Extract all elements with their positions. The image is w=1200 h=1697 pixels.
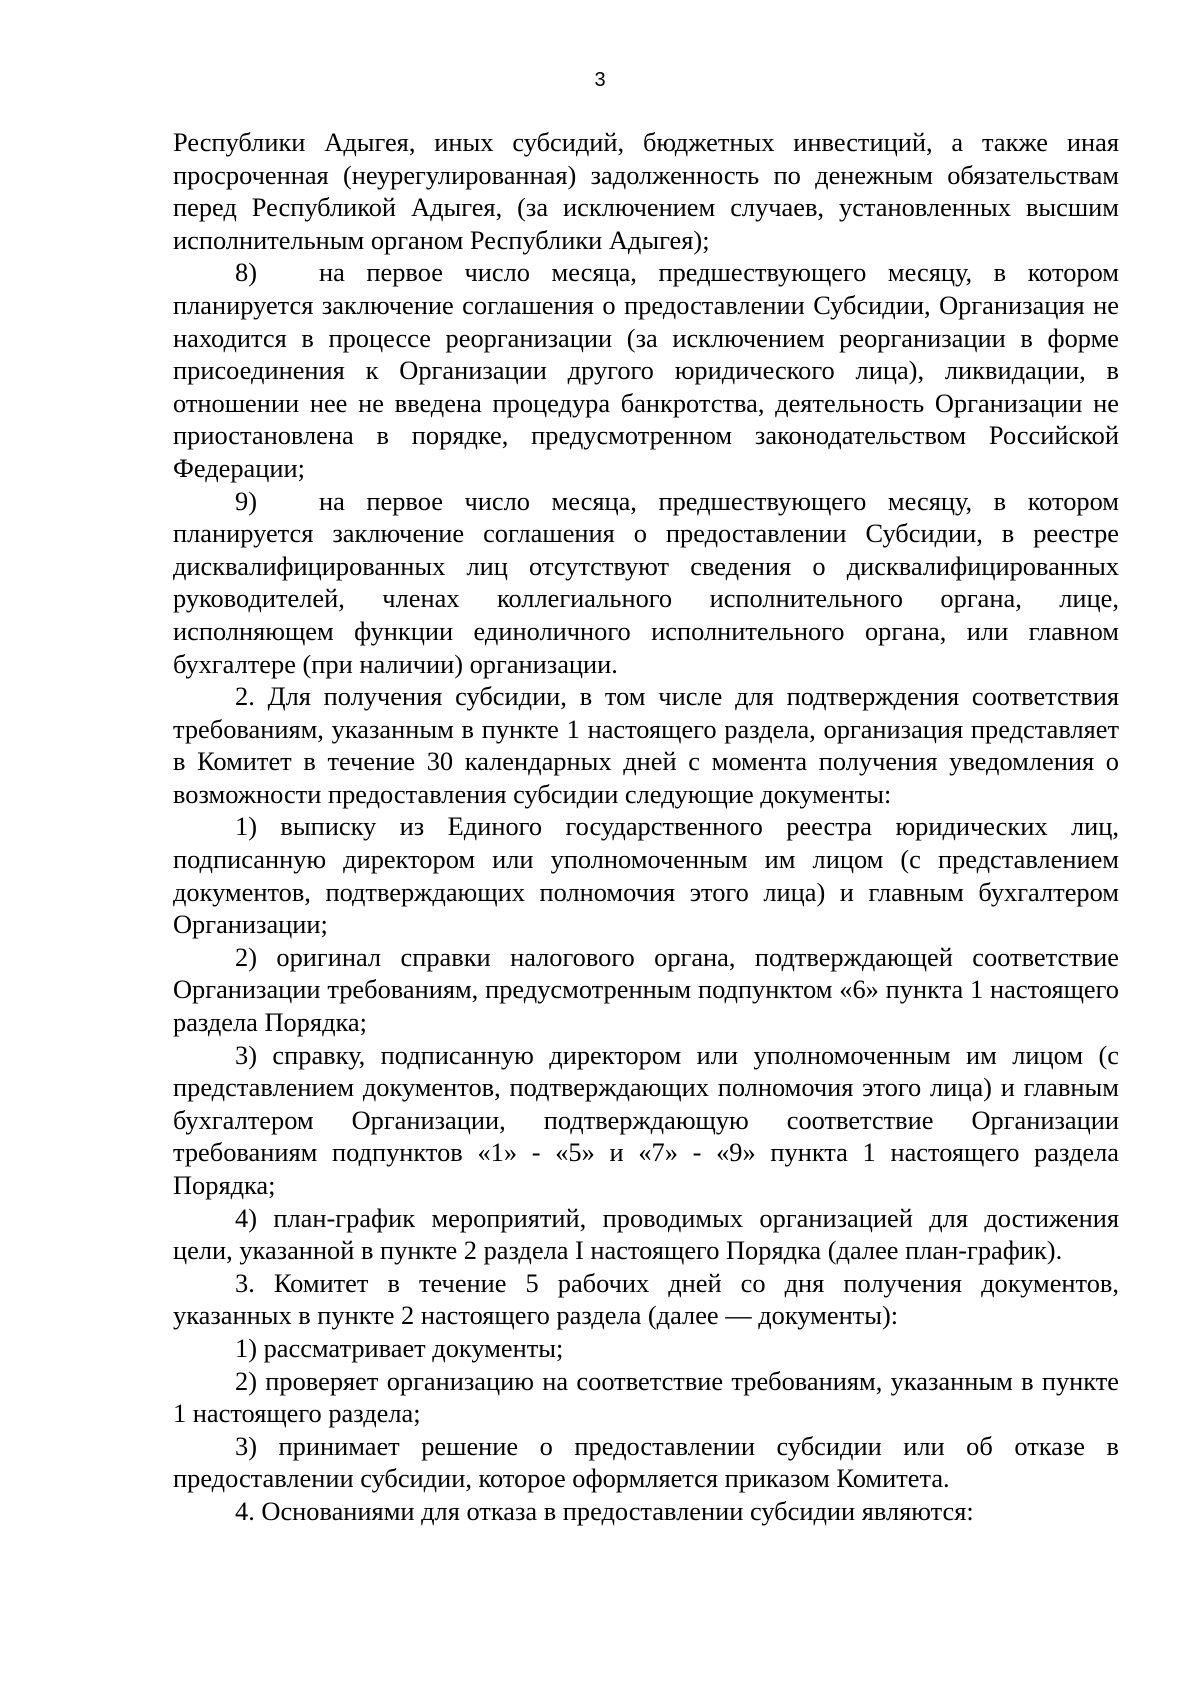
paragraph-section-2-2: 2) оригинал справки налогового органа, подтверждающей соответствие Организации требованиям, предусмотренным подпунктом «6» пункта 1 настоящего раздела Порядка; bbox=[173, 941, 1119, 1038]
paragraph-section-2-3: 3) справку, подписанную директором или уполномоченным им лицом (с представлением документов, подтверждающих полномочия этого лица) и главным бухгалтером Организации, подтверждающую соответствие Организации требованиям подпунктов «1» - «5» и «7» - «9» пункта 1 настоящего раздела Порядка; bbox=[173, 1039, 1119, 1200]
item-number: 8) bbox=[235, 257, 257, 288]
paragraph-item-8 bbox=[173, 256, 1119, 484]
paragraph-item-9 bbox=[173, 485, 1119, 681]
document-body bbox=[173, 126, 1119, 1528]
paragraph-section-4: 4. Основаниями для отказа в предоставлении субсидии являются: bbox=[235, 1495, 974, 1526]
paragraph-continuation: Республики Адыгея, иных субсидий, бюджетных инвестиций, а также иная просроченная (неурегулированная) задолженность по денежным обязательствам перед Республикой Адыгея, (за исключением случаев, установленных высшим исполнительным органом Республики Адыгея); bbox=[173, 127, 1119, 255]
paragraph-section-3-2: 2) проверяет организацию на соответствие требованиям, указанным в пункте 1 настоящего раздела; bbox=[173, 1365, 1119, 1429]
paragraph-section-2-4: 4) план-график мероприятий, проводимых организацией для достижения цели, указанной в пункте 2 раздела I настоящего Порядка (далее план-график). bbox=[173, 1202, 1119, 1266]
paragraph-section-2-1: 1) выписку из Единого государственного реестра юридических лиц, подписанную директором или уполномоченным им лицом (с представлением документов, подтверждающих полномочия этого лица) и главным бухгалтером Организации; bbox=[173, 811, 1119, 940]
item-number: 9) bbox=[235, 485, 257, 516]
page-number: 3 bbox=[594, 69, 606, 91]
paragraph-section-3: 3. Комитет в течение 5 рабочих дней со дня получения документов, указанных в пункте 2 настоящего раздела (далее — документы): bbox=[173, 1267, 1119, 1331]
paragraph-section-2: 2. Для получения субсидии, в том числе для подтверждения соответствия требованиям, указанным в пункте 1 настоящего раздела, организация представляет в Комитет в течение 30 календарных дней с момента получения уведомления о возможности предоставления субсидии следующие документы: bbox=[173, 681, 1119, 809]
paragraph-text: на первое число месяца, предшествующего месяцу, в котором планируется заключение соглашения о предоставлении Субсидии, в реестре дисквалифицированных лиц отсутствуют сведения о дисквалифицированных руководителей, членах коллегиального исполнительного органа, лице, исполняющем функции единоличного исполнительного органа, или главном бухгалтере (при наличии) организации. bbox=[173, 485, 1119, 679]
paragraph-section-3-3: 3) принимает решение о предоставлении субсидии или об отказе в предоставлении субсидии, которое оформляется приказом Комитета. bbox=[173, 1430, 1119, 1494]
paragraph-section-3-1: 1) рассматривает документы; bbox=[235, 1332, 564, 1363]
paragraph-text: на первое число месяца, предшествующего месяцу, в котором планируется заключение соглашения о предоставлении Субсидии, Организация не находится в процессе реорганизации (за исключением реорганизации в форме присоединения к Организации другого юридического лица), ликвидации, в отношении нее не введена процедура банкротства, деятельность Организации не приостановлена в порядке, предусмотренном законодательством Российской Федерации; bbox=[173, 257, 1119, 483]
